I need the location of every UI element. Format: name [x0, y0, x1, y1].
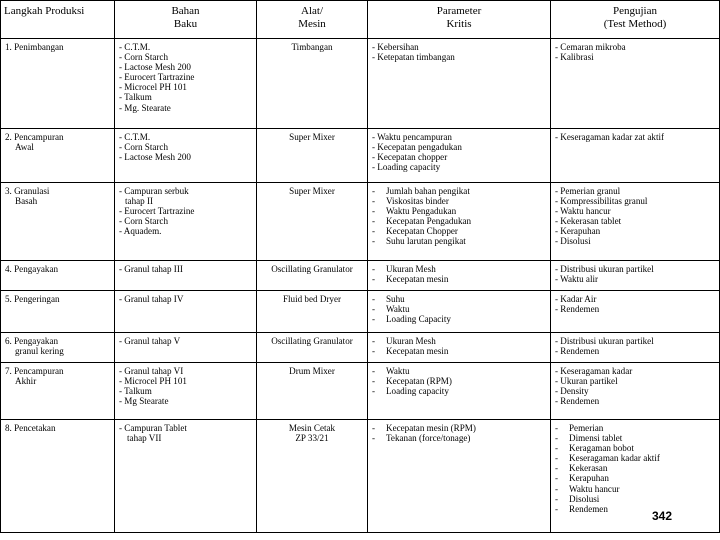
material-cell: - C.T.M. - Corn Starch - Lactose Mesh 200 - Eurocert Tartrazine - Microcel PH 101 - Talkum - Mg. Stearate — [115, 39, 257, 129]
equipment-cell: Super Mixer — [257, 183, 368, 261]
material-cell: - Granul tahap V — [115, 333, 257, 363]
header-raw-material: Bahan Baku — [115, 1, 257, 39]
testing-cell: - Keseragaman kadar zat aktif — [551, 129, 720, 183]
material-cell: - Granul tahap VI - Microcel PH 101 - Talkum - Mg Stearate — [115, 363, 257, 420]
testing-cell: - Distribusi ukuran partikel - Waktu alir — [551, 261, 720, 291]
parameter-cell: - Waktu pencampuran - Kecepatan pengadukan - Kecepatan chopper - Loading capacity — [368, 129, 551, 183]
equipment-cell: Fluid bed Dryer — [257, 291, 368, 333]
header-production-step: Langkah Produksi — [1, 1, 115, 39]
testing-cell: - Pemerian granul - Kompressibilitas granul - Waktu hancur - Kekerasan tablet - Kerapuhan - Disolusi — [551, 183, 720, 261]
step-cell: 7. Pencampuran Akhir — [1, 363, 115, 420]
step-cell: 4. Pengayakan — [1, 261, 115, 291]
material-cell: - Campuran serbuk tahap II - Eurocert Tartrazine - Corn Starch - Aquadem. — [115, 183, 257, 261]
material-cell: - Granul tahap III — [115, 261, 257, 291]
equipment-cell: Timbangan — [257, 39, 368, 129]
table-row — [1, 261, 720, 291]
material-cell: - C.T.M. - Corn Starch - Lactose Mesh 200 — [115, 129, 257, 183]
header-test-method: Pengujian (Test Method) — [551, 1, 720, 39]
header-equipment: Alat/ Mesin — [257, 1, 368, 39]
page-number: 342 — [652, 509, 673, 523]
table-row — [1, 39, 720, 129]
table-row — [1, 129, 720, 183]
parameter-cell: - Kebersihan - Ketepatan timbangan — [368, 39, 551, 129]
header-critical-parameter: Parameter Kritis — [368, 1, 551, 39]
header-row — [1, 1, 720, 39]
table-row — [1, 183, 720, 261]
testing-cell: - Pemerian - Dimensi tablet - Keragaman bobot - Keseragaman kadar aktif - Kekerasan - Kerapuhan - Waktu hancur - Disolusi - Rendemen — [551, 420, 720, 533]
material-cell: - Granul tahap IV — [115, 291, 257, 333]
parameter-cell: - Jumlah bahan pengikat - Viskositas binder - Waktu Pengadukan - Kecepatan Pengadukan - Kecepatan Chopper - Suhu larutan pengikat — [368, 183, 551, 261]
step-cell: 2. Pencampuran Awal — [1, 129, 115, 183]
parameter-cell: - Waktu - Kecepatan (RPM) - Loading capacity — [368, 363, 551, 420]
equipment-cell: Oscillating Granulator — [257, 261, 368, 291]
step-cell: 1. Penimbangan — [1, 39, 115, 129]
parameter-cell: - Ukuran Mesh - Kecepatan mesin — [368, 333, 551, 363]
equipment-cell: Super Mixer — [257, 129, 368, 183]
step-cell: 3. Granulasi Basah — [1, 183, 115, 261]
testing-cell: - Kadar Air - Rendemen — [551, 291, 720, 333]
table-row — [1, 363, 720, 420]
step-cell: 8. Pencetakan — [1, 420, 115, 533]
parameter-cell: - Suhu - Waktu - Loading Capacity — [368, 291, 551, 333]
testing-cell: - Cemaran mikroba - Kalibrasi — [551, 39, 720, 129]
table-row — [1, 333, 720, 363]
equipment-cell: Drum Mixer — [257, 363, 368, 420]
table-row — [1, 420, 720, 533]
step-cell: 5. Pengeringan — [1, 291, 115, 333]
equipment-cell: Oscillating Granulator — [257, 333, 368, 363]
parameter-cell: - Ukuran Mesh - Kecepatan mesin — [368, 261, 551, 291]
testing-cell: - Keseragaman kadar - Ukuran partikel - Density - Rendemen — [551, 363, 720, 420]
parameter-cell: - Kecepatan mesin (RPM) - Tekanan (force/tonage) — [368, 420, 551, 533]
equipment-cell: Mesin Cetak ZP 33/21 — [257, 420, 368, 533]
testing-cell: - Distribusi ukuran partikel - Rendemen — [551, 333, 720, 363]
table-row — [1, 291, 720, 333]
material-cell: - Campuran Tablet tahap VII — [115, 420, 257, 533]
step-cell: 6. Pengayakan granul kering — [1, 333, 115, 363]
